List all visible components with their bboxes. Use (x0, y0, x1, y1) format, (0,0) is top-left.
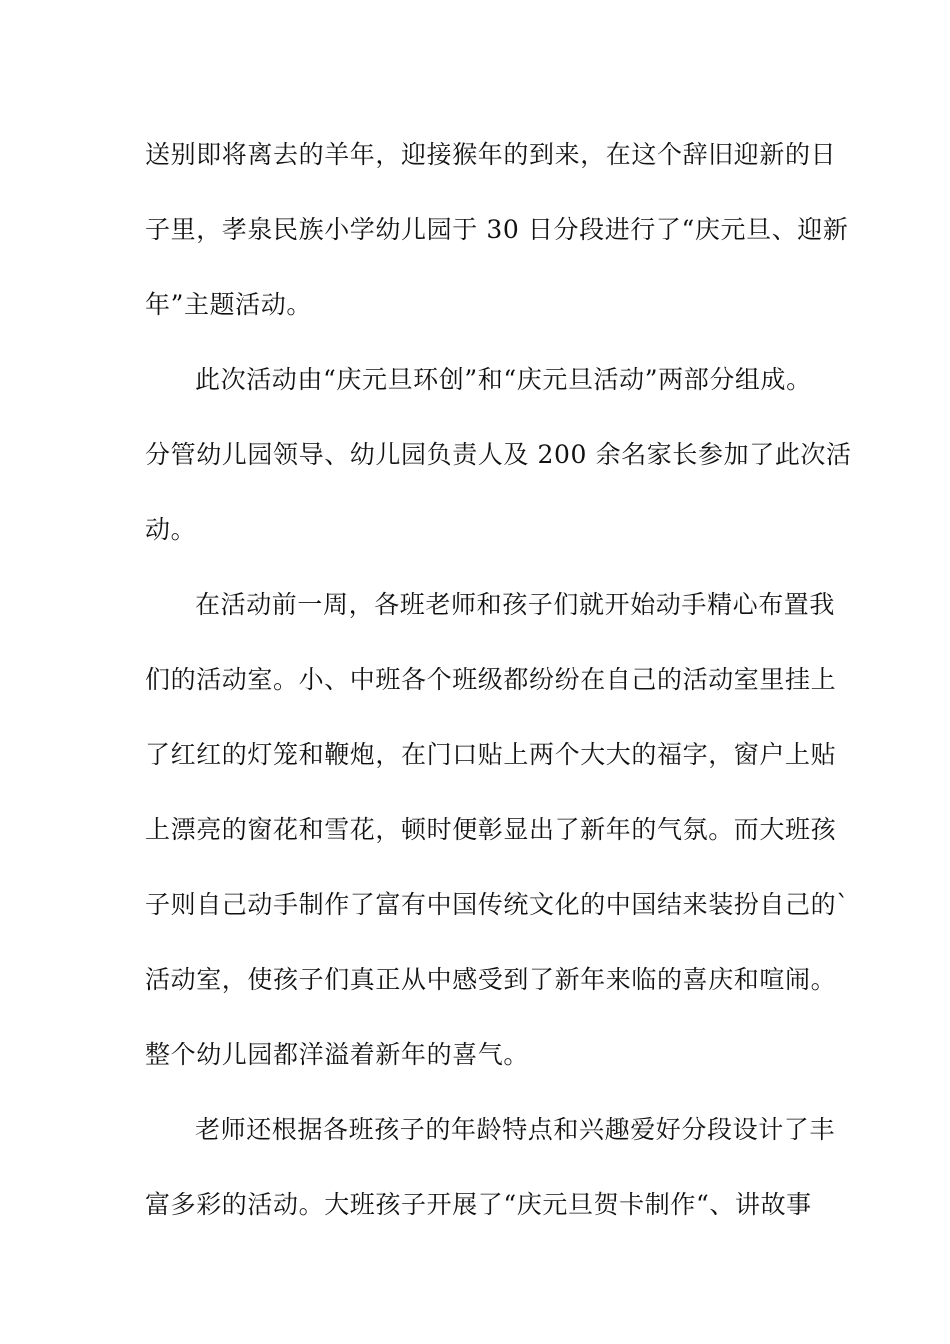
paragraph-first-line: 在活动前一周，各班老师和孩子们就开始动手精心布置我 (195, 590, 836, 619)
text-line: 活动室，使孩子们真正从中感受到了新年来临的喜庆和喧闹。 (145, 965, 837, 994)
text-line: 动。 (145, 515, 197, 544)
paragraph-first-line: 此次活动由“庆元旦环创”和“庆元旦活动”两部分组成。 (195, 365, 812, 394)
text-line: 子里，孝泉民族小学幼儿园于 30 日分段进行了“庆元旦、迎新 (145, 215, 849, 244)
text-line: 年”主题活动。 (145, 290, 312, 319)
text-line: 整个幼儿园都洋溢着新年的喜气。 (145, 1040, 530, 1069)
text-line: 送别即将离去的羊年，迎接猴年的到来，在这个辞旧迎新的日 (145, 140, 837, 169)
text-line: 们的活动室。小、中班各个班级都纷纷在自己的活动室里挂上 (145, 665, 837, 694)
text-line: 了红红的灯笼和鞭炮，在门口贴上两个大大的福字，窗户上贴 (145, 740, 837, 769)
paragraph-first-line: 老师还根据各班孩子的年龄特点和兴趣爱好分段设计了丰 (195, 1115, 836, 1144)
text-line: 分管幼儿园领导、幼儿园负责人及 200 余名家长参加了此次活 (145, 440, 852, 469)
text-line: 子则自己动手制作了富有中国传统文化的中国结来装扮自己的` (145, 890, 850, 919)
text-line: 富多彩的活动。大班孩子开展了“庆元旦贺卡制作“、讲故事 (145, 1190, 812, 1219)
text-line: 上漂亮的窗花和雪花，顿时便彰显出了新年的气氛。而大班孩 (145, 815, 837, 844)
document-body (145, 130, 852, 1255)
